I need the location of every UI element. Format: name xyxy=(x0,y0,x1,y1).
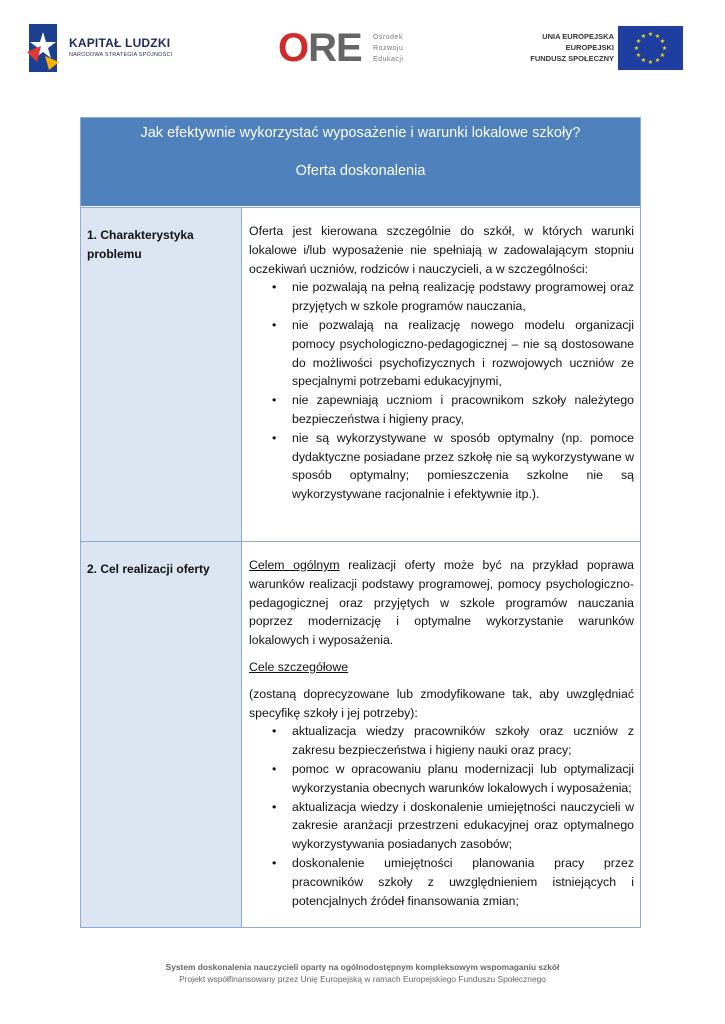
footer-line2: Projekt współfinansowany przez Unię Europejską w ramach Europejskiego Funduszu Społecznego xyxy=(179,974,546,984)
ore-line3: Edukacji xyxy=(373,56,404,63)
page-footer xyxy=(0,961,725,985)
specific-goals-heading: Cele szczegółowe xyxy=(249,659,349,674)
ore-logo xyxy=(278,26,438,76)
ore-line2: Rozwoju xyxy=(373,45,404,52)
kapital-ludzki-logo xyxy=(25,22,195,78)
footer-line1: System doskonalenia nauczycieli oparty na ogólnodostępnym kompleksowym wspomaganiu szkół xyxy=(165,962,560,972)
general-goal-paragraph xyxy=(249,556,634,650)
svg-text:★: ★ xyxy=(654,57,661,64)
row-content-characteristics xyxy=(242,208,640,541)
general-goal-text: realizacji oferty może być na przykład poprawa warunków realizacji podstawy programowej, pomocy psychologiczno-pedagogicznej oraz przyjętych w szkole programów nauczania poprzez modernizację i optymalne wykorzystanie warunków lokalowych i wyposażenia. xyxy=(249,558,634,648)
page-subtitle: Oferta doskonalenia xyxy=(295,163,426,179)
eu-line3: FUNDUSZ SPOŁECZNY xyxy=(530,54,614,63)
general-goal-term: Celem ogólnym xyxy=(249,558,340,572)
list-item: • pomoc w opracowaniu planu modernizacji lub optymalizacji wykorzystania obecnych warunków lokalowych i wyposażenia; xyxy=(272,760,634,798)
svg-text:★: ★ xyxy=(635,52,642,59)
ore-wordmark: ORE xyxy=(278,26,362,70)
list-item: • nie zapewniają uczniom i pracownikom szkoły należytego bezpieczeństwa i higieny pracy, xyxy=(272,391,634,429)
row-label-goal: 2. Cel realizacji oferty xyxy=(81,542,242,927)
table-header xyxy=(81,118,640,206)
kapital-ludzki-subtitle: NARODOWA STRATEGIA SPÓJNOŚCI xyxy=(69,52,173,58)
specific-goals-note: (zostaną doprecyzowane lub zmodyfikowane tak, aby uwzględniać specyfikę szkoły i jej potrzeby): xyxy=(249,686,634,720)
characteristics-list xyxy=(249,278,634,504)
list-item: • aktualizacja wiedzy i doskonalenie umiejętności nauczycieli w zakresie aranżacji przestrzeni edukacyjnej oraz optymalnego wykorzystywania posiadanych zasobów; xyxy=(272,798,634,854)
svg-text:★: ★ xyxy=(659,38,666,45)
svg-text:★: ★ xyxy=(659,52,666,59)
list-item: • aktualizacja wiedzy pracowników szkoły oraz uczniów z zakresu bezpieczeństwa i higieny nauki oraz pracy; xyxy=(272,722,634,760)
logo-bar xyxy=(0,18,725,78)
table-row-goal xyxy=(81,541,640,927)
ore-line1: Ośrodek xyxy=(373,34,403,41)
specific-goals-list xyxy=(249,722,634,910)
list-item: • nie są wykorzystywane w sposób optymalny (np. pomoce dydaktyczne posiadane przez szkołę nie są wykorzystywane w sposób optymalny; pomieszczenia szkolne nie są wykorzystywane racjonalnie i efektywnie itp.). xyxy=(272,429,634,504)
svg-text:★: ★ xyxy=(633,45,640,52)
svg-text:★: ★ xyxy=(647,31,654,38)
svg-text:★: ★ xyxy=(640,57,647,64)
page-title: Jak efektywnie wykorzystać wyposażenie i warunki lokalowe szkoły? xyxy=(140,125,581,141)
kapital-ludzki-title: KAPITAŁ LUDZKI xyxy=(69,36,171,50)
eu-stars-icon xyxy=(618,26,683,70)
eu-logo xyxy=(521,26,686,72)
table-row-characteristics xyxy=(81,207,640,541)
offer-table xyxy=(80,117,641,928)
kapital-ludzki-star-icon xyxy=(25,22,61,74)
characteristics-intro: Oferta jest kierowana szczególnie do szkół, w których warunki lokalowe i/lub wyposażenie nie spełniają w zadowalającym stopniu oczekiwań uczniów, rodziców i nauczycieli, a w szczególności: xyxy=(249,224,634,276)
svg-text:★: ★ xyxy=(635,38,642,45)
ore-fullname xyxy=(373,32,403,65)
svg-text:★: ★ xyxy=(654,33,661,40)
eu-text xyxy=(521,31,614,64)
svg-text:★: ★ xyxy=(640,33,647,40)
eu-line2: EUROPEJSKI xyxy=(565,43,614,52)
list-item: • nie pozwalają na pełną realizację podstawy programowej oraz przyjętych w szkole programów nauczania, xyxy=(272,278,634,316)
svg-text:★: ★ xyxy=(647,59,654,66)
svg-text:★: ★ xyxy=(661,45,668,52)
eu-line1: UNIA EUROPEJSKA xyxy=(542,32,614,41)
list-item: • nie pozwalają na realizację nowego modelu organizacji pomocy psychologiczno-pedagogicznej – nie są dostosowane do możliwości psychofizycznych i rozwojowych uczniów ze specjalnymi potrzebami edukacyjnymi, xyxy=(272,316,634,391)
row-content-goal xyxy=(242,542,640,927)
list-item: • doskonalenie umiejętności planowania pracy przez pracowników szkoły z uwzględnieniem istniejących i potencjalnych źródeł finansowania zmian; xyxy=(272,854,634,910)
eu-flag-icon xyxy=(618,26,683,70)
row-label-characteristics: 1. Charakterystyka problemu xyxy=(81,208,242,541)
